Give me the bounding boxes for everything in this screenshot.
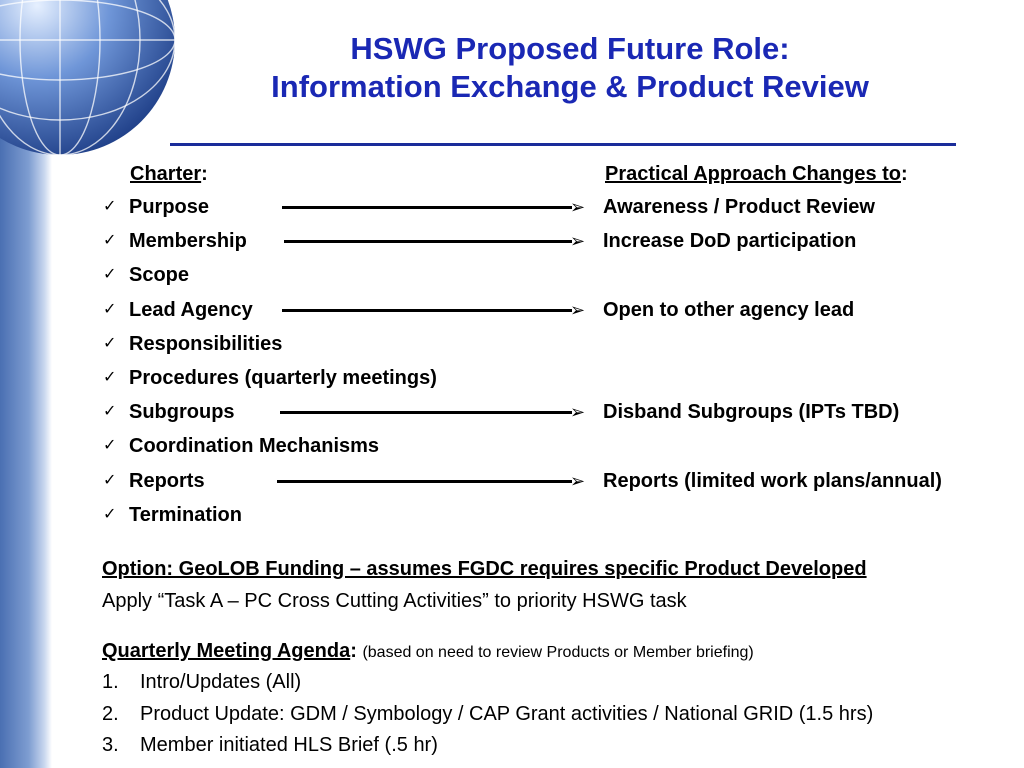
charter-item-label: Procedures (quarterly meetings) bbox=[129, 367, 437, 389]
agenda-heading bbox=[102, 640, 754, 663]
charter-row bbox=[0, 364, 1024, 392]
option-text: Option: GeoLOB Funding – assumes FGDC requires specific Product Developed bbox=[102, 558, 867, 580]
charter-item-label: Purpose bbox=[129, 196, 210, 218]
agenda-item bbox=[102, 734, 438, 757]
title-line-2: Information Exchange & Product Review bbox=[271, 69, 869, 104]
charter-header-label: Charter bbox=[130, 163, 202, 185]
agenda-item-number: 3. bbox=[102, 734, 119, 756]
apply-text: Apply “Task A – PC Cross Cutting Activities” to priority HSWG task bbox=[102, 590, 687, 612]
approach-change-label: Increase DoD participation bbox=[603, 230, 857, 252]
charter-item-label: Scope bbox=[129, 264, 190, 286]
approach-header-colon: : bbox=[901, 163, 908, 185]
checkmark-icon: ✓ bbox=[103, 335, 117, 352]
charter-item-label: Responsibilities bbox=[129, 333, 283, 355]
charter-header-colon: : bbox=[201, 163, 208, 185]
charter-row bbox=[0, 193, 1024, 221]
approach-change-label: Reports (limited work plans/annual) bbox=[603, 470, 942, 492]
arrow-line bbox=[282, 309, 572, 312]
agenda-item-text: Intro/Updates (All) bbox=[140, 671, 302, 693]
charter-item-label: Termination bbox=[129, 504, 242, 526]
checkmark-icon: ✓ bbox=[103, 437, 117, 454]
charter-row bbox=[0, 501, 1024, 529]
arrowhead-icon: ➢ bbox=[570, 300, 586, 320]
slide-title bbox=[150, 30, 990, 106]
title-line-1: HSWG Proposed Future Role: bbox=[350, 31, 790, 66]
charter-row bbox=[0, 330, 1024, 358]
option-heading bbox=[102, 558, 867, 581]
title-divider bbox=[170, 143, 956, 146]
checkmark-icon: ✓ bbox=[103, 198, 117, 215]
charter-item-label: Coordination Mechanisms bbox=[129, 435, 380, 457]
approach-header bbox=[605, 163, 908, 186]
approach-change-label: Awareness / Product Review bbox=[603, 196, 875, 218]
approach-header-label: Practical Approach Changes to bbox=[605, 163, 901, 185]
checkmark-icon: ✓ bbox=[103, 232, 117, 249]
agenda-item-number: 1. bbox=[102, 671, 119, 693]
arrowhead-icon: ➢ bbox=[570, 471, 586, 491]
charter-row bbox=[0, 467, 1024, 495]
arrowhead-icon: ➢ bbox=[570, 402, 586, 422]
approach-change-label: Open to other agency lead bbox=[603, 299, 855, 321]
charter-item-label: Lead Agency bbox=[129, 299, 253, 321]
arrow-line bbox=[284, 240, 572, 243]
checkmark-icon: ✓ bbox=[103, 301, 117, 318]
agenda-note: (based on need to review Products or Member briefing) bbox=[362, 644, 754, 661]
checkmark-icon: ✓ bbox=[103, 403, 117, 420]
agenda-item-text: Product Update: GDM / Symbology / CAP Grant activities / National GRID (1.5 hrs) bbox=[140, 703, 874, 725]
charter-row bbox=[0, 227, 1024, 255]
arrow-line bbox=[280, 411, 572, 414]
charter-row bbox=[0, 398, 1024, 426]
checkmark-icon: ✓ bbox=[103, 369, 117, 386]
agenda-heading-label: Quarterly Meeting Agenda bbox=[102, 640, 351, 662]
agenda-item bbox=[102, 703, 873, 726]
agenda-item-number: 2. bbox=[102, 703, 119, 725]
charter-header bbox=[130, 163, 208, 186]
agenda-item-text: Member initiated HLS Brief (.5 hr) bbox=[140, 734, 438, 756]
charter-item-label: Reports bbox=[129, 470, 205, 492]
arrowhead-icon: ➢ bbox=[570, 197, 586, 217]
checkmark-icon: ✓ bbox=[103, 506, 117, 523]
charter-row bbox=[0, 432, 1024, 460]
agenda-heading-colon: : bbox=[350, 640, 357, 662]
charter-row bbox=[0, 296, 1024, 324]
arrow-line bbox=[277, 480, 572, 483]
charter-item-label: Membership bbox=[129, 230, 247, 252]
charter-item-label: Subgroups bbox=[129, 401, 235, 423]
checkmark-icon: ✓ bbox=[103, 266, 117, 283]
approach-change-label: Disband Subgroups (IPTs TBD) bbox=[603, 401, 900, 423]
checkmark-icon: ✓ bbox=[103, 472, 117, 489]
charter-row bbox=[0, 261, 1024, 289]
arrowhead-icon: ➢ bbox=[570, 231, 586, 251]
agenda-item bbox=[102, 671, 301, 694]
arrow-line bbox=[282, 206, 572, 209]
